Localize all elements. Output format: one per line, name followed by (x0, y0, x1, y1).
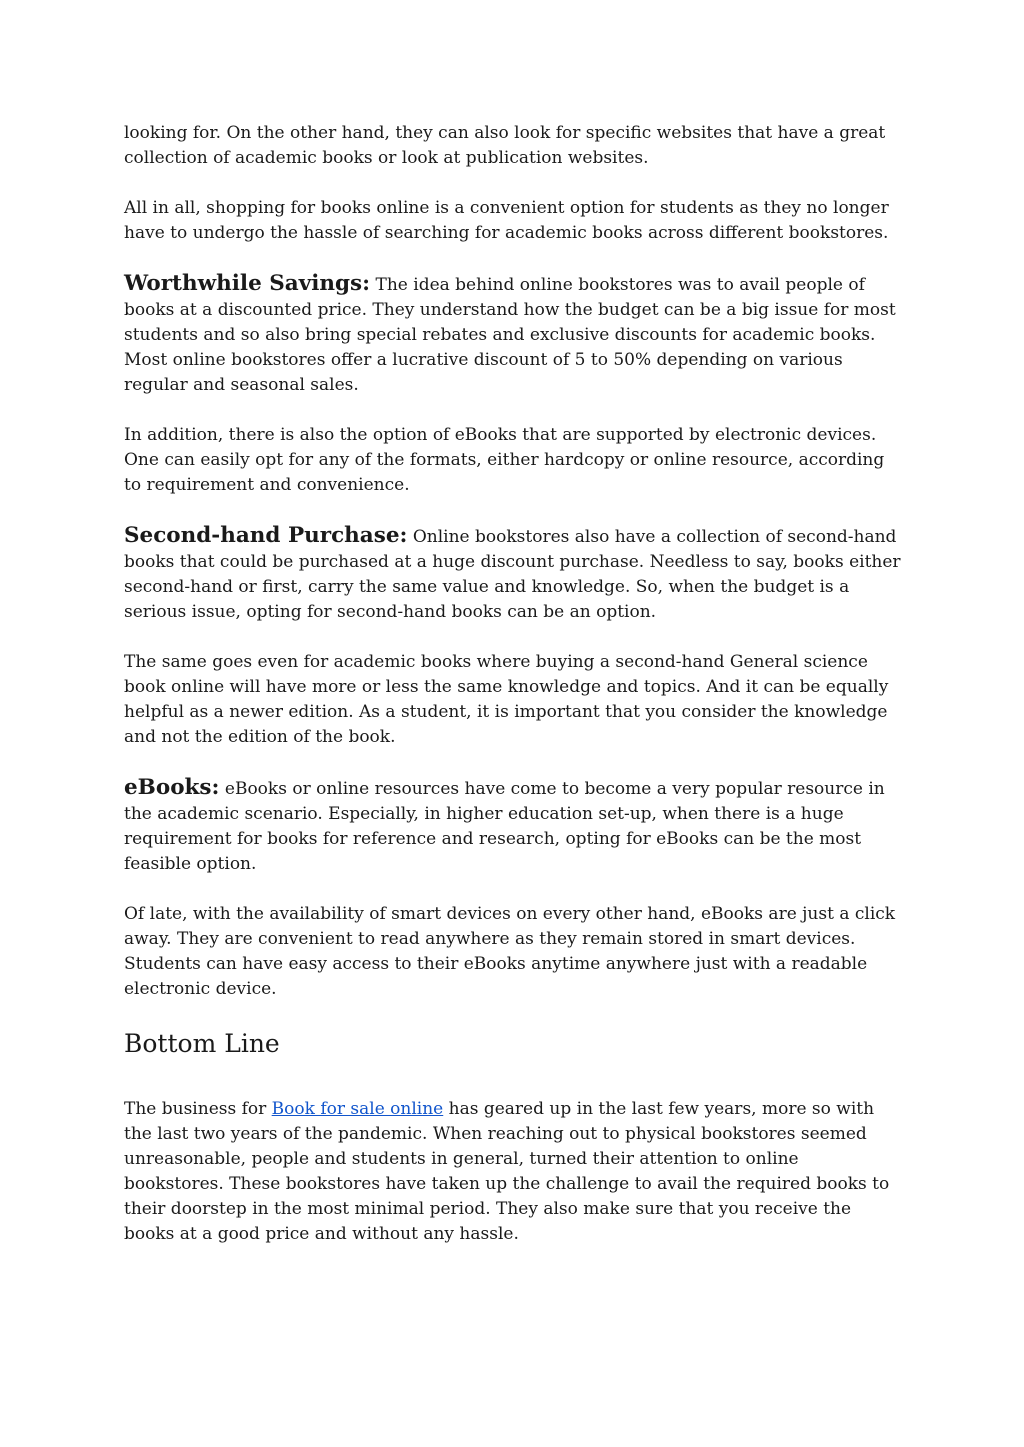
lead-worthwhile-savings: Worthwhile Savings: (124, 271, 371, 296)
book-for-sale-link[interactable]: Book for sale online (271, 1099, 444, 1119)
text-before-link: The business for (124, 1099, 267, 1119)
paragraph-bottom-line (124, 1097, 902, 1247)
paragraph-smart-devices: Of late, with the availability of smart devices on every other hand, eBooks are just a click away. They are convenient to read anywhere as they remain stored in smart devices. Students can have easy access to their eBooks anytime anywhere just with a readable electronic device. (124, 904, 896, 999)
paragraph-intro-continued: looking for. On the other hand, they can also look for specific websites that have a great collection of academic books or look at publication websites. (124, 123, 886, 168)
text-second-hand: Online bookstores also have a collection of second-hand books that could be purchased at a huge discount purchase. Needless to say, books either second-hand or first, carry the same value and knowledge. So, when the budget is a serious issue, opting for second-hand books can be an option. (124, 527, 901, 622)
lead-second-hand: Second-hand Purchase: (124, 523, 408, 548)
paragraph-ebooks (124, 775, 902, 877)
paragraph-summary: All in all, shopping for books online is a convenient option for students as they no longer have to undergo the hassle of searching for academic books across different bookstores. (124, 198, 889, 243)
lead-ebooks: eBooks: (124, 775, 220, 800)
paragraph-worthwhile-savings (124, 271, 902, 398)
paragraph-ebook-option: In addition, there is also the option of eBooks that are supported by electronic devices. One can easily opt for any of the formats, either hardcopy or online resource, according to requirement and convenience. (124, 425, 885, 495)
text-ebooks: eBooks or online resources have come to become a very popular resource in the academic scenario. Especially, in higher education set-up, when there is a huge requirement for books for reference and research, opting for eBooks can be the most feasible option. (124, 779, 885, 874)
paragraph-second-hand (124, 523, 902, 625)
paragraph-general-science: The same goes even for academic books where buying a second-hand General science book online will have more or less the same knowledge and topics. And it can be equally helpful as a newer edition. As a student, it is important that you consider the knowledge and not the edition of the book. (124, 652, 889, 747)
text-worthwhile-savings: The idea behind online bookstores was to avail people of books at a discounted price. They understand how the budget can be a big issue for most students and so also bring special rebates and exclusive discounts for academic books. Most online bookstores offer a lucrative discount of 5 to 50% depending on various regular and seasonal sales. (124, 275, 896, 395)
heading-bottom-line: Bottom Line (124, 1029, 280, 1058)
document-page (124, 121, 902, 1272)
text-after-link: has geared up in the last few years, more so with the last two years of the pandemic. When reaching out to physical bookstores seemed unreasonable, people and students in general, turned their attention to online bookstores. These bookstores have taken up the challenge to avail the required books to their doorstep in the most minimal period. They also make sure that you receive the books at a good price and without any hassle. (124, 1099, 890, 1244)
